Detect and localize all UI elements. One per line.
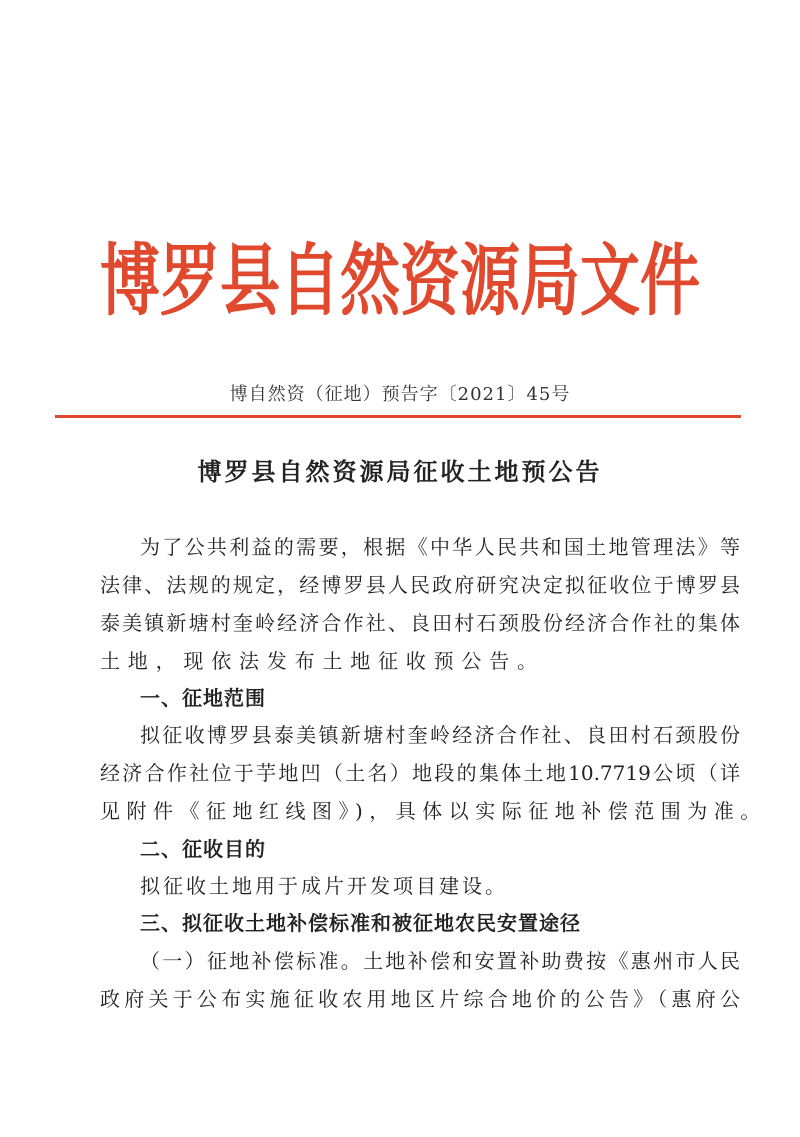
body-line: （一）征地补偿标准。土地补偿和安置补助费按《惠州市人民 — [140, 949, 740, 973]
body-line: 为了公共利益的需要，根据《中华人民共和国土地管理法》等 — [140, 535, 740, 559]
body-line: 泰美镇新塘村奎岭经济合作社、良田村石颈股份经济合作社的集体 — [100, 611, 740, 635]
body-line: 经济合作社位于芋地凹（土名）地段的集体土地10.7719公顷（详 — [100, 761, 740, 785]
section-heading: 二、征收目的 — [140, 837, 266, 861]
document-number: 博自然资（征地）预告字〔2021〕45号 — [229, 384, 571, 405]
body-line: 拟征收博罗县泰美镇新塘村奎岭经济合作社、良田村石颈股份 — [140, 723, 740, 747]
section-heading: 三、拟征收土地补偿标准和被征地农民安置途径 — [140, 911, 581, 935]
body-line: 见附件《征地红线图》)，具体以实际征地补偿范围为准。 — [100, 799, 767, 823]
notice-title: 博罗县自然资源局征收土地预公告 — [197, 458, 603, 486]
body-line: 政府关于公布实施征收农用地区片综合地价的公告》（惠府公 — [100, 987, 740, 1011]
body-line: 拟征收土地用于成片开发项目建设。 — [140, 874, 508, 898]
body-line: 法律、法规的规定，经博罗县人民政府研究决定拟征收位于博罗县 — [100, 573, 740, 597]
section-heading: 一、征地范围 — [140, 686, 266, 710]
red-divider — [55, 415, 741, 418]
document-issuer-header: 博罗县自然资源局文件 — [100, 236, 700, 327]
body-line: 土地，现依法发布土地征收预公告。 — [100, 649, 545, 673]
